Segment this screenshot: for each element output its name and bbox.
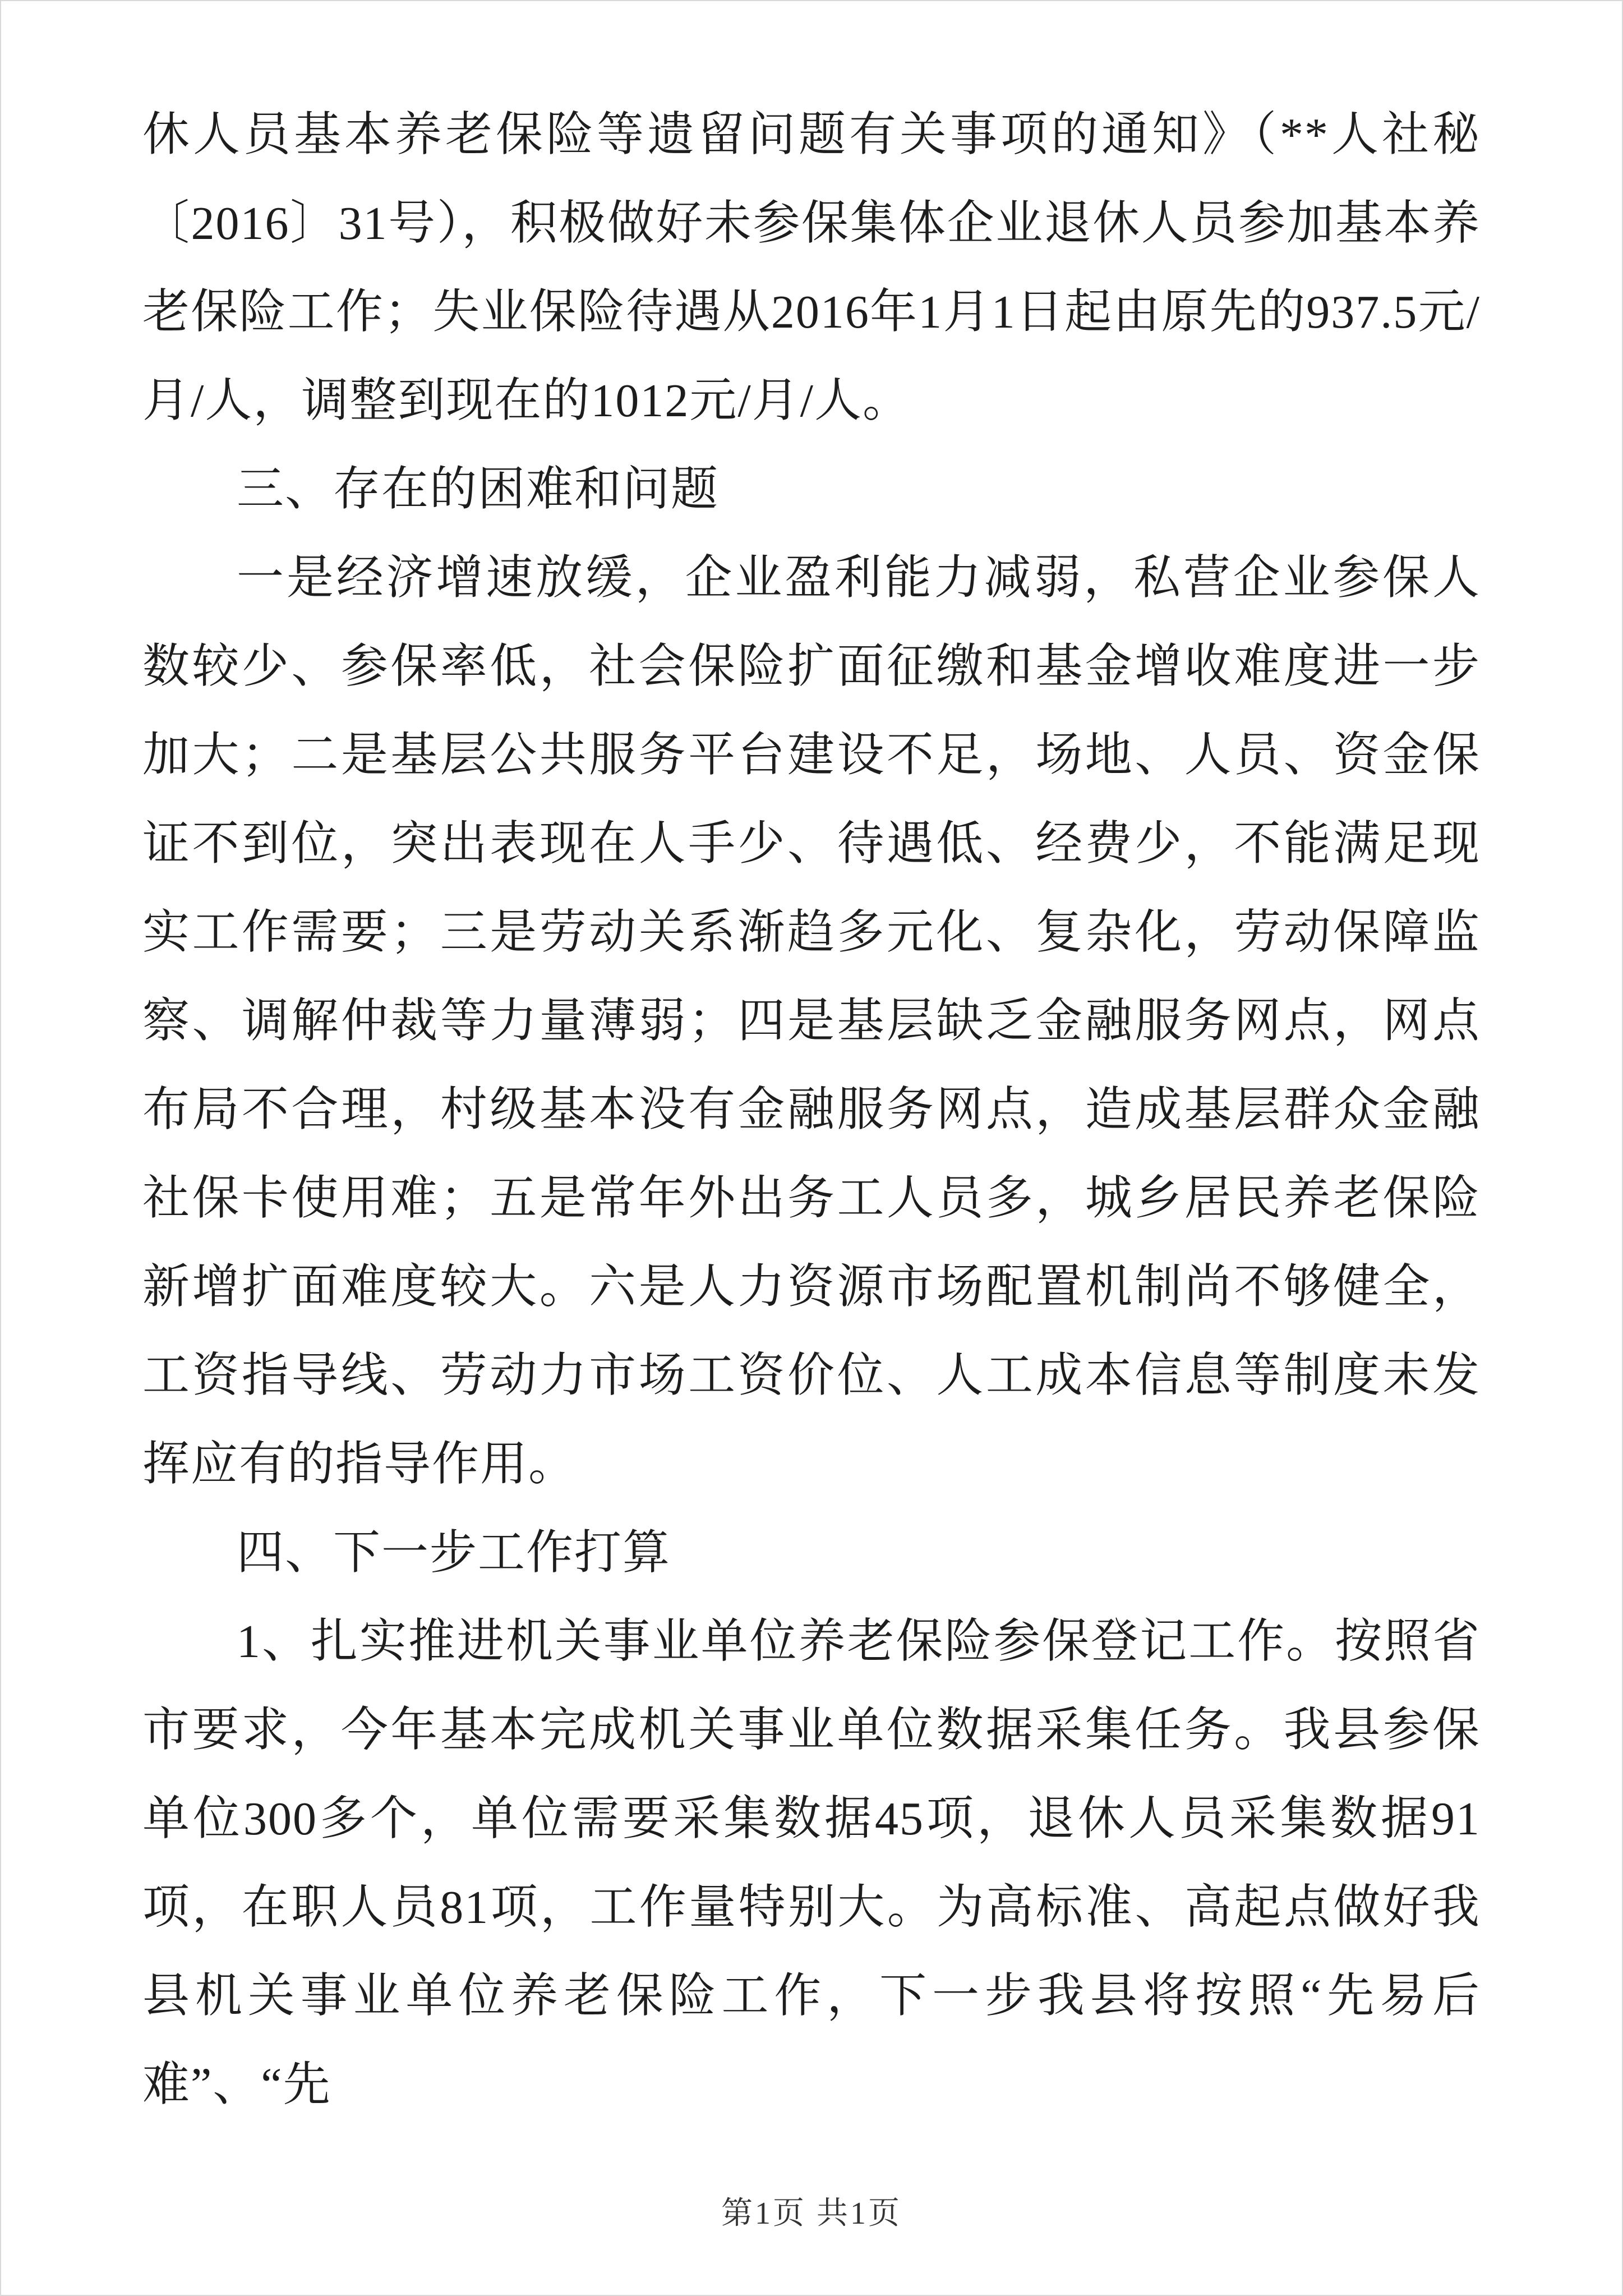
page-container <box>1 1 1622 2295</box>
page-number-footer: 第1页 共1页 <box>721 2196 902 2231</box>
paragraph-continuation: 休人员基本养老保险等遗留问题有关事项的通知》（**人社秘〔2016〕31号），积极做好未参保集体企业退休人员参加基本养老保险工作；失业保险待遇从2016年1月1日起由原先的937.5元/月/人，调整到现在的1012元/月/人。 <box>142 109 1481 427</box>
document-body <box>142 91 1481 2129</box>
paragraph-next-steps: 1、扎实推进机关事业单位养老保险参保登记工作。按照省市要求，今年基本完成机关事业单位数据采集任务。我县参保单位300多个，单位需要采集数据45项，退休人员采集数据91项，在职人员81项，工作量特别大。为高标准、高起点做好我县机关事业单位养老保险工作，下一步我县将按照“先易后难”、“先 <box>142 1616 1481 2111</box>
section-heading-3: 三、存在的困难和问题 <box>237 463 720 516</box>
paragraph-problems: 一是经济增速放缓，企业盈利能力减弱，私营企业参保人数较少、参保率低，社会保险扩面征缴和基金增收难度进一步加大；二是基层公共服务平台建设不足，场地、人员、资金保证不到位，突出表现在人手少、待遇低、经费少，不能满足现实工作需要；三是劳动关系渐趋多元化、复杂化，劳动保障监察、调解仲裁等力量薄弱；四是基层缺乏金融服务网点，网点布局不合理，村级基本没有金融服务网点，造成基层群众金融社保卡使用难；五是常年外出务工人员多，城乡居民养老保险新增扩面难度较大。六是人力资源市场配置机制尚不够健全，工资指导线、劳动力市场工资价位、人工成本信息等制度未发挥应有的指导作用。 <box>142 552 1481 1490</box>
section-heading-4: 四、下一步工作打算 <box>237 1527 671 1579</box>
